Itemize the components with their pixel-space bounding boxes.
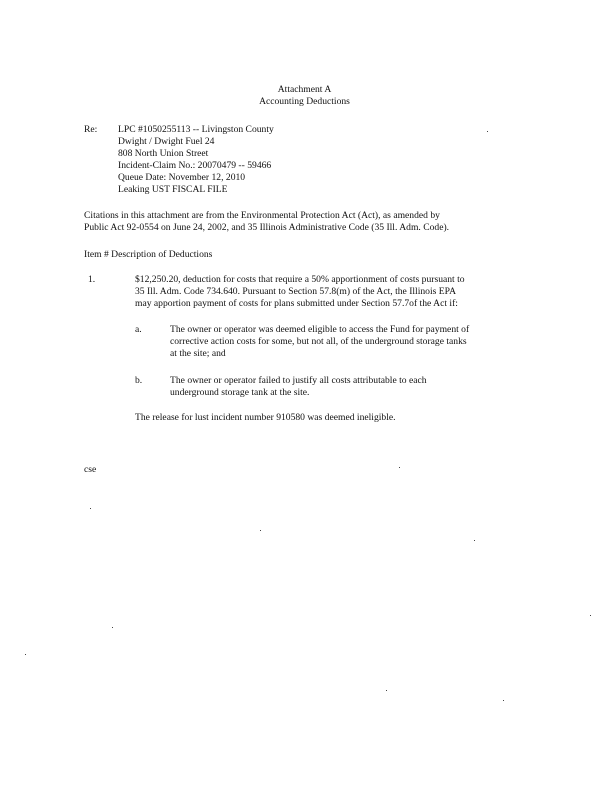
scan-speck — [590, 615, 591, 616]
scan-speck — [386, 690, 387, 691]
sub-a-line-1: The owner or operator was deemed eligible to access the Fund for payment of — [170, 324, 470, 335]
item-1-line-2: 35 Ill. Adm. Code 734.640. Pursuant to Section 57.8(m) of the Act, the Illinois EPA — [135, 286, 457, 297]
scan-speck — [112, 627, 113, 628]
re-line-site: Dwight / Dwight Fuel 24 — [118, 136, 215, 147]
attachment-subtitle: Accounting Deductions — [259, 96, 350, 107]
preparer-initials: cse — [84, 464, 97, 475]
item-1-line-3: may apportion payment of costs for plans submitted under Section 57.7of the Act if: — [135, 298, 458, 309]
scan-speck — [487, 131, 488, 132]
sub-a-label: a. — [135, 324, 142, 335]
sub-a-line-3: at the site; and — [170, 348, 226, 359]
scan-speck — [260, 530, 261, 531]
scan-speck — [474, 540, 475, 541]
re-line-claim: Incident-Claim No.: 20070479 -- 59466 — [118, 160, 272, 171]
re-line-fiscal-file: Leaking UST FISCAL FILE — [118, 184, 228, 195]
sub-b-line-2: underground storage tank at the site. — [170, 387, 310, 398]
sub-b-line-1: The owner or operator failed to justify all costs attributable to each — [170, 375, 427, 386]
release-note: The release for lust incident number 910580 was deemed ineligible. — [135, 412, 396, 423]
sub-a-line-2: corrective action costs for some, but not all, of the underground storage tanks — [170, 336, 467, 347]
scan-speck — [399, 467, 400, 468]
citations-line-1: Citations in this attachment are from the Environmental Protection Act (Act), as amended by — [84, 210, 440, 221]
sub-b-label: b. — [135, 375, 143, 386]
re-line-address: 808 North Union Street — [118, 148, 209, 159]
item-header: Item # Description of Deductions — [84, 249, 213, 260]
re-line-queue-date: Queue Date: November 12, 2010 — [118, 172, 246, 183]
item-1-number: 1. — [88, 274, 96, 285]
scan-speck — [90, 508, 91, 509]
re-label: Re: — [84, 124, 98, 135]
attachment-title: Attachment A — [277, 84, 332, 95]
re-line-lpc: LPC #1050255113 -- Livingston County — [118, 124, 274, 135]
item-1-line-1: $12,250.20, deduction for costs that require a 50% apportionment of costs pursuant to — [135, 274, 465, 285]
scan-speck — [25, 654, 26, 655]
citations-line-2: Public Act 92-0554 on June 24, 2002, and 35 Illinois Administrative Code (35 Ill. Adm. Code). — [84, 222, 450, 233]
scan-speck — [503, 700, 504, 701]
